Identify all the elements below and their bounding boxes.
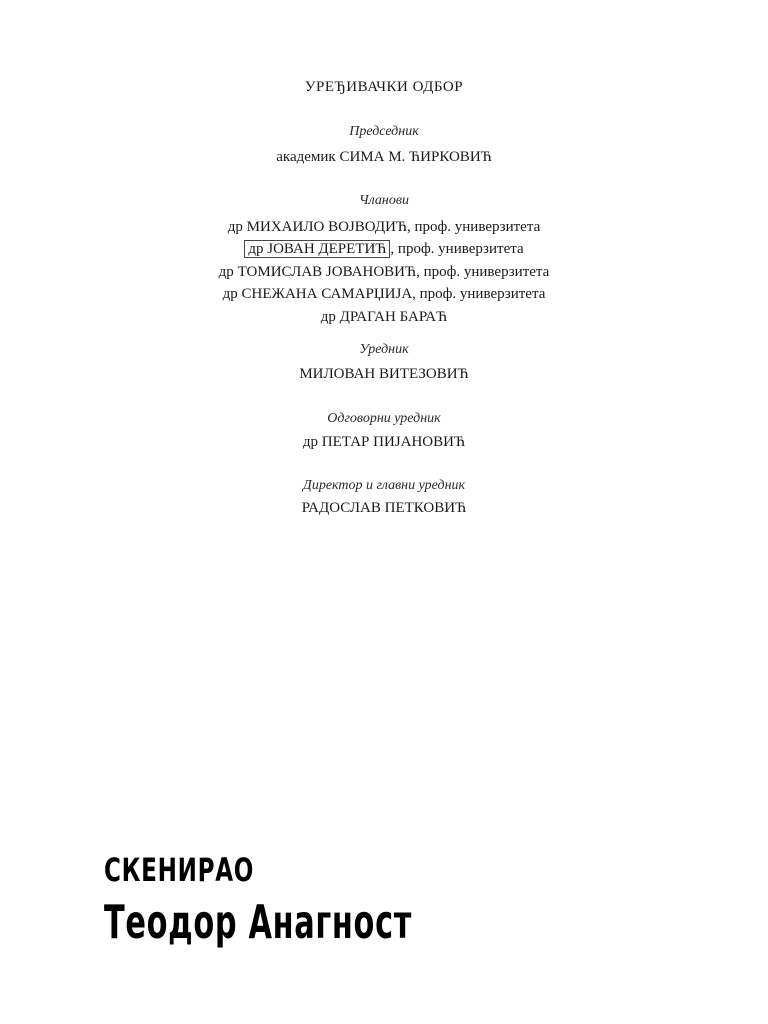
boxed-member-name: др ЈОВАН ДЕРЕТИЋ: [244, 240, 390, 258]
director-role: Директор и главни уредник: [302, 478, 466, 493]
members-list: [0, 216, 768, 328]
scanned-by-label: СКЕНИРАО: [104, 851, 255, 889]
director-name: РАДОСЛАВ ПЕТКОВИЋ: [301, 500, 467, 516]
member-line: др ЈОВАН ДЕРЕТИЋ , проф. универзитета: [0, 238, 768, 260]
president-role: Председник: [349, 124, 419, 139]
responsible-editor-name: др ПЕТАР ПИЈАНОВИЋ: [302, 434, 466, 450]
president-name: академик СИМА М. ЋИРКОВИЋ: [276, 149, 492, 165]
responsible-editor-role: Одговорни уредник: [327, 411, 441, 426]
member-line: др МИХАИЛО ВОЈВОДИЋ, проф. универзитета: [227, 219, 541, 235]
editor-role: Уредник: [359, 342, 409, 357]
member-line: др ТОМИСЛАВ ЈОВАНОВИЋ, проф. универзитета: [218, 263, 550, 280]
member-line: др ДРАГАН БАРАЋ: [320, 308, 448, 325]
members-role: Чланови: [359, 193, 409, 208]
member-line: др СНЕЖАНА САМАРЏИЈА, проф. универзитета: [222, 286, 546, 303]
scanner-name: Теодор Анагност: [104, 895, 412, 949]
board-heading: УРЕЂИВАЧКИ ОДБОР: [304, 79, 464, 95]
editor-name: МИЛОВАН ВИТЕЗОВИЋ: [299, 366, 469, 382]
